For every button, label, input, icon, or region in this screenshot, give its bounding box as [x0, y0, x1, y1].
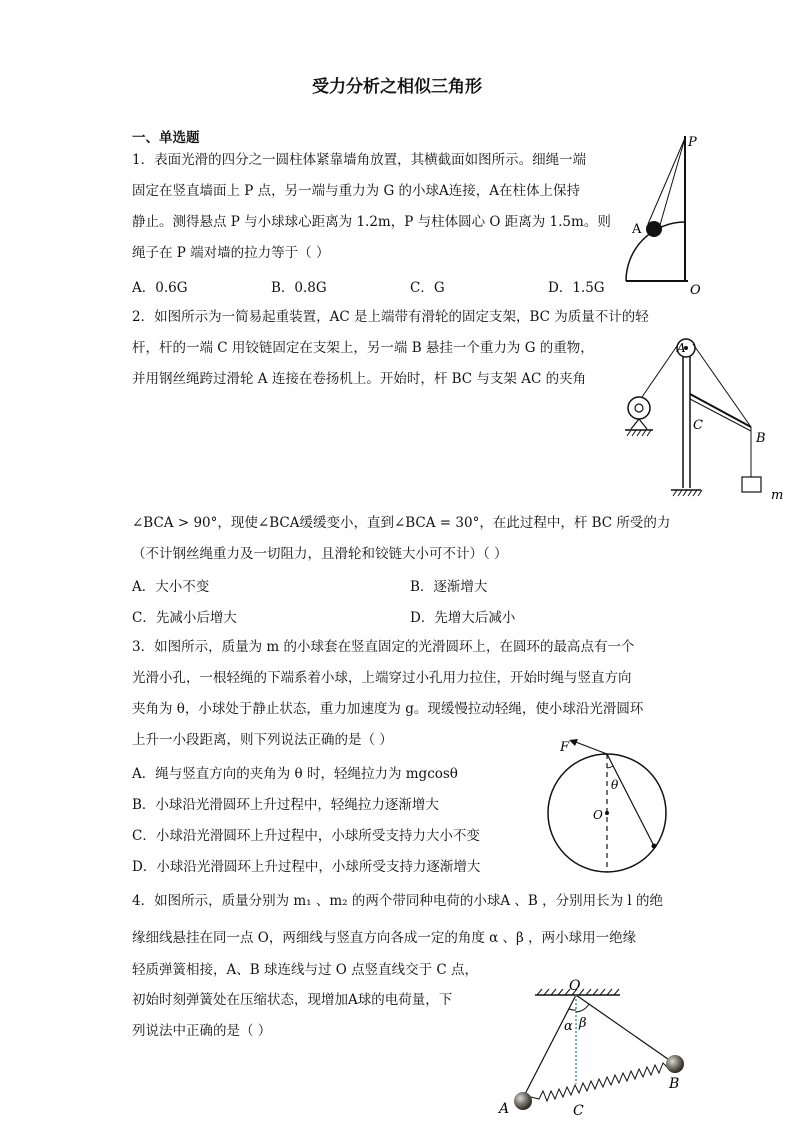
q4-figure [495, 975, 695, 1121]
q3-figure [545, 735, 675, 875]
q2-label-m: m [771, 488, 784, 503]
q2-line: 2．如图所示为一简易起重装置，AC 是上端带有滑轮的固定支架，BC 为质量不计的轻 [132, 309, 649, 325]
q4-label-a: A [499, 1101, 510, 1117]
q2-option-c: C．先减小后增大 [132, 610, 237, 626]
section-heading: 一、单选题 [132, 130, 200, 146]
q1-label-o: O [690, 283, 701, 298]
q2-option-b: B．逐渐增大 [410, 579, 488, 595]
q3-line: 光滑小孔，一根轻绳的下端系着小球，上端穿过小孔用力拉住，开始时绳与竖直方向 [132, 670, 632, 686]
q2-label-b: B [756, 431, 766, 446]
q3-line: 夹角为 θ，小球处于静止状态，重力加速度为 g。现缓慢拉动轻绳，使小球沿光滑圆环 [132, 701, 644, 717]
q3-option-b: B．小球沿光滑圆环上升过程中，轻绳拉力逐渐增大 [132, 797, 439, 813]
q1-label-p: P [688, 135, 697, 150]
q2-line: ∠BCA > 90°，现使∠BCA缓缓变小，直到∠BCA = 30°，在此过程中，杆 BC 所受的力 [132, 515, 671, 531]
q2-option-d: D．先增大后减小 [410, 610, 516, 626]
q3-line: 上升一小段距离，则下列说法正确的是（ ） [132, 732, 393, 748]
q3-option-d: D．小球沿光滑圆环上升过程中，小球所受支持力逐渐增大 [132, 859, 481, 875]
q4-line: 初始时刻弹簧处在压缩状态，现增加A球的电荷量，下 [132, 992, 453, 1008]
q3-option-c: C．小球沿光滑圆环上升过程中，小球所受支持力大小不变 [132, 828, 480, 844]
q1-option-c: C．G [410, 280, 445, 296]
q4-line: 4．如图所示，质量分别为 m₁ 、m₂ 的两个带同种电荷的小球A 、B ，分别用长为 l 的绝 [132, 893, 664, 909]
q2-line: 并用钢丝绳跨过滑轮 A 连接在卷扬机上。开始时，杆 BC 与支架 AC 的夹角 [132, 371, 587, 387]
q4-label-o: O [569, 978, 581, 994]
q2-label-a: A [677, 341, 686, 355]
q1-line: 1．表面光滑的四分之一圆柱体紧靠墙角放置，其横截面如图所示。细绳一端 [132, 152, 587, 168]
q4-label-alpha: α [564, 1019, 573, 1034]
q3-label-o: O [593, 808, 603, 822]
q3-label-f: F [560, 740, 570, 755]
page-title: 受力分析之相似三角形 [312, 77, 482, 97]
q1-line: 静止。测得悬点 P 与小球球心距离为 1.2m，P 与柱体圆心 O 距离为 1.5m。则 [132, 214, 611, 230]
q3-option-a: A．绳与竖直方向的夹角为 θ 时，轻绳拉力为 mgcosθ [132, 766, 458, 782]
q1-figure [600, 128, 720, 298]
q4-line: 缘细线悬挂在同一点 O，两细线与竖直方向各成一定的角度 α 、β ，两小球用一绝缘 [132, 930, 637, 946]
q1-option-d: D．1.5G [548, 280, 605, 296]
q1-line: 固定在竖直墙面上 P 点，另一端与重力为 G 的小球A连接，A在柱体上保持 [132, 183, 581, 199]
q2-option-a: A．大小不变 [132, 579, 210, 595]
q4-label-b: B [669, 1076, 680, 1092]
q3-label-theta: θ [611, 778, 619, 792]
q2-line: 杆，杆的一端 C 用铰链固定在支架上，另一端 B 悬挂一个重力为 G 的重物， [132, 340, 594, 356]
q1-line: 绳子在 P 端对墙的拉力等于（ ） [132, 245, 330, 261]
q1-label-a: A [632, 222, 642, 237]
q2-figure [615, 333, 790, 505]
q1-option-a: A．0.6G [132, 280, 188, 296]
q4-line: 轻质弹簧相接，A、B 球连线与过 O 点竖直线交于 C 点， [132, 962, 479, 978]
q2-line: （不计钢丝绳重力及一切阻力，且滑轮和铰链大小可不计）（ ） [132, 546, 508, 562]
q4-label-beta: β [579, 1016, 587, 1031]
q4-label-c: C [573, 1103, 584, 1119]
q3-line: 3．如图所示，质量为 m 的小球套在竖直固定的光滑圆环上，在圆环的最高点有一个 [132, 639, 635, 655]
q2-label-c: C [693, 418, 703, 433]
q4-line: 列说法中正确的是（ ） [132, 1023, 272, 1039]
q1-option-b: B．0.8G [271, 280, 327, 296]
